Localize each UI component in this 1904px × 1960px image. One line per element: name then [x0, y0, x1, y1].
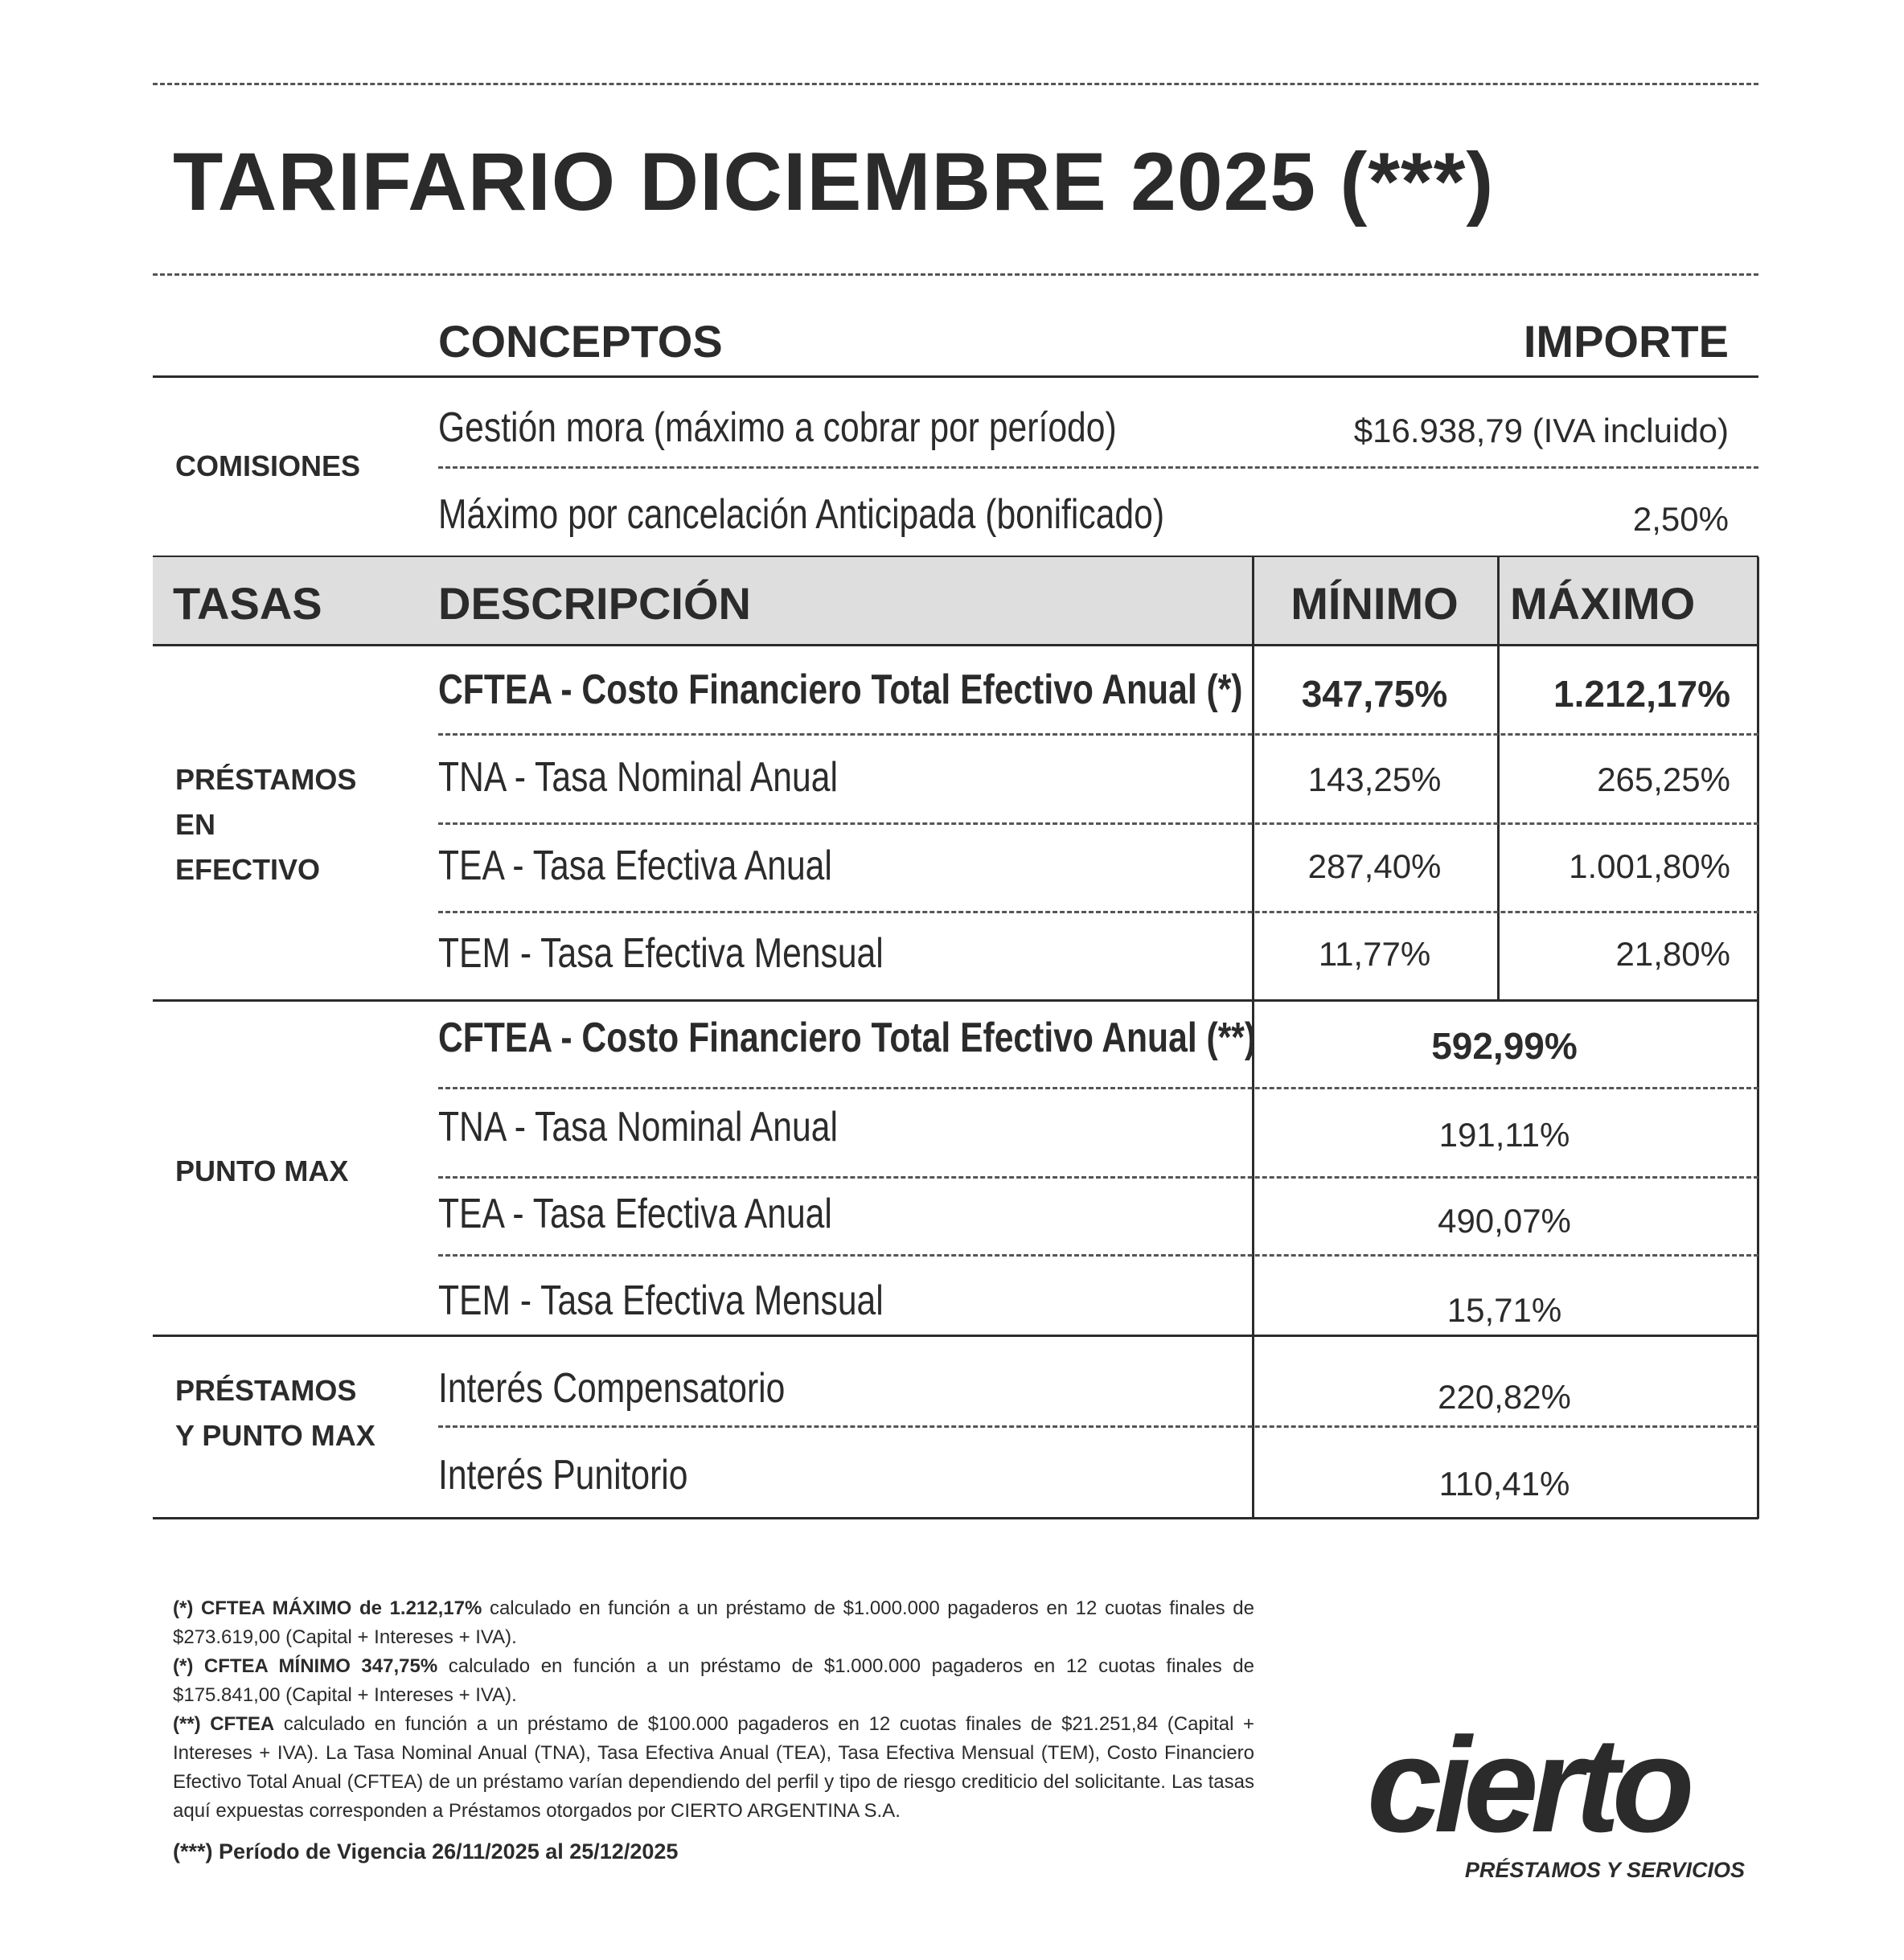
- category-comisiones: COMISIONES: [175, 449, 361, 482]
- header-min: MÍNIMO: [1291, 578, 1459, 629]
- footnote-bold: (*) CFTEA MÁXIMO de 1.212,17%: [173, 1597, 482, 1619]
- rate-value: 592,99%: [1431, 1025, 1578, 1067]
- rate-description: TEM - Tasa Efectiva Mensual: [438, 1277, 884, 1324]
- rate-min: 11,77%: [1318, 935, 1431, 973]
- header-rates: TASAS: [173, 578, 322, 629]
- title-divider: [153, 273, 1758, 276]
- category-line: EN: [175, 808, 216, 841]
- footnote-bold: (*) CFTEA MÍNIMO 347,75%: [173, 1655, 438, 1677]
- rate-value: 191,11%: [1438, 1116, 1570, 1154]
- rate-description: CFTEA - Costo Financiero Total Efectivo Anual (*): [438, 666, 1243, 713]
- rate-value: 490,07%: [1438, 1202, 1571, 1240]
- rate-description: TEM - Tasa Efectiva Mensual: [438, 930, 884, 977]
- rate-value: 220,82%: [1438, 1378, 1571, 1416]
- category-line: PRÉSTAMOS: [175, 763, 357, 796]
- concept-row-2: [438, 490, 1323, 539]
- rate-row-tna: [438, 1103, 925, 1151]
- category-line: PRÉSTAMOS: [175, 1374, 357, 1407]
- rate-max: 21,80%: [1615, 935, 1730, 973]
- rate-min: 287,40%: [1307, 847, 1442, 885]
- footnote-1: [173, 1594, 1254, 1652]
- concept-amount-2: 2,50%: [1632, 500, 1729, 538]
- rate-row-tea: [438, 1190, 918, 1238]
- rates-divider-right: [1757, 557, 1759, 1519]
- rate-max: 1.212,17%: [1553, 673, 1730, 715]
- row-divider: [438, 733, 1758, 736]
- rate-description: TNA - Tasa Nominal Anual: [438, 1104, 838, 1150]
- header-description: DESCRIPCIÓN: [438, 578, 751, 629]
- category-line: Y PUNTO MAX: [175, 1419, 375, 1452]
- row-divider: [438, 1425, 1758, 1428]
- footnote-text: calculado en función a un préstamo de $1.000.000 pagaderos en 12 cuotas finales de $175.841,00 (Capital + Intereses + IVA).: [173, 1655, 1254, 1706]
- rate-value: 110,41%: [1438, 1465, 1570, 1503]
- header-concepts: CONCEPTOS: [438, 316, 723, 367]
- category-line: PUNTO MAX: [175, 1154, 349, 1187]
- rate-description: TNA - Tasa Nominal Anual: [438, 754, 838, 801]
- row-divider: [438, 911, 1758, 913]
- group-rule: [153, 1335, 1758, 1337]
- rate-row-punitorio: [438, 1451, 743, 1499]
- rate-value: 15,71%: [1446, 1291, 1562, 1329]
- rate-description: TEA - Tasa Efectiva Anual: [438, 843, 832, 889]
- page-title: TARIFARIO DICIEMBRE 2025 (***): [173, 136, 1495, 228]
- footnote-text: calculado en función a un préstamo de $100.000 pagaderos en 12 cuotas finales de $21.251,84 (Capital + Intereses + IVA). La Tasa Nominal Anual (TNA), Tasa Efectiva Anual (TEA), Tasa Efectiva Mensual (TEM), Costo Financiero Efectivo Total Anual (CFTEA) de un préstamo varían dependiendo del perfil y tipo de riesgo crediticio del solicitante. Las tasas aquí expuestas corresponden a Préstamos otorgados por CIERTO ARGENTINA S.A.: [173, 1713, 1254, 1822]
- row-divider: [438, 466, 1758, 469]
- rate-row-tna: [438, 753, 925, 802]
- footnote-bold: (**) CFTEA: [173, 1713, 275, 1735]
- footnote-3: [173, 1710, 1254, 1826]
- rate-row-compensatorio: [438, 1364, 861, 1413]
- row-divider: [438, 1176, 1758, 1179]
- concept-row-1: [438, 404, 1266, 452]
- rate-row-tem: [438, 929, 981, 978]
- logo-wordmark: cierto: [1367, 1709, 1687, 1860]
- rate-description: Interés Compensatorio: [438, 1365, 786, 1412]
- rate-min: 347,75%: [1301, 673, 1448, 715]
- row-divider: [438, 1087, 1758, 1089]
- category-prestamos-punto-max: [175, 1368, 375, 1458]
- header-amount: IMPORTE: [1523, 316, 1729, 367]
- concept-amount-1: $16.938,79 (IVA incluido): [1353, 412, 1729, 449]
- rate-description: Interés Punitorio: [438, 1452, 688, 1499]
- comisiones-top-rule: [153, 375, 1758, 378]
- concept-label: Gestión mora (máximo a cobrar por período): [438, 404, 1117, 451]
- footnote-text: calculado en función a un préstamo de $1.000.000 pagaderos en 12 cuotas finales de $273.619,00 (Capital + Intereses + IVA).: [173, 1597, 1254, 1648]
- rate-max: 1.001,80%: [1569, 847, 1730, 885]
- group-rule: [153, 999, 1758, 1002]
- header-max: MÁXIMO: [1510, 578, 1696, 629]
- rate-max: 265,25%: [1597, 761, 1730, 798]
- row-divider: [438, 1254, 1758, 1257]
- brand-logo: [1367, 1709, 1761, 1885]
- category-line: EFECTIVO: [175, 853, 321, 886]
- top-divider: [153, 83, 1758, 85]
- footnotes: [173, 1594, 1254, 1826]
- footnote-2: [173, 1652, 1254, 1710]
- rate-row-tem: [438, 1277, 981, 1325]
- category-punto-max: [175, 1149, 348, 1194]
- concept-label: Máximo por cancelación Anticipada (bonificado): [438, 491, 1165, 538]
- rate-min: 143,25%: [1307, 761, 1442, 798]
- row-divider: [438, 822, 1758, 825]
- validity-period: (***) Período de Vigencia 26/11/2025 al 25/12/2025: [173, 1839, 679, 1864]
- category-prestamos-efectivo: [175, 757, 356, 892]
- tasas-header-bottom-rule: [153, 644, 1758, 646]
- table-bottom-rule: [153, 1517, 1758, 1519]
- rate-description: TEA - Tasa Efectiva Anual: [438, 1191, 832, 1237]
- rate-description: CFTEA - Costo Financiero Total Efectivo Anual (**): [438, 1015, 1257, 1061]
- rate-row-tea: [438, 842, 918, 890]
- logo-tagline: PRÉSTAMOS Y SERVICIOS: [1464, 1858, 1745, 1882]
